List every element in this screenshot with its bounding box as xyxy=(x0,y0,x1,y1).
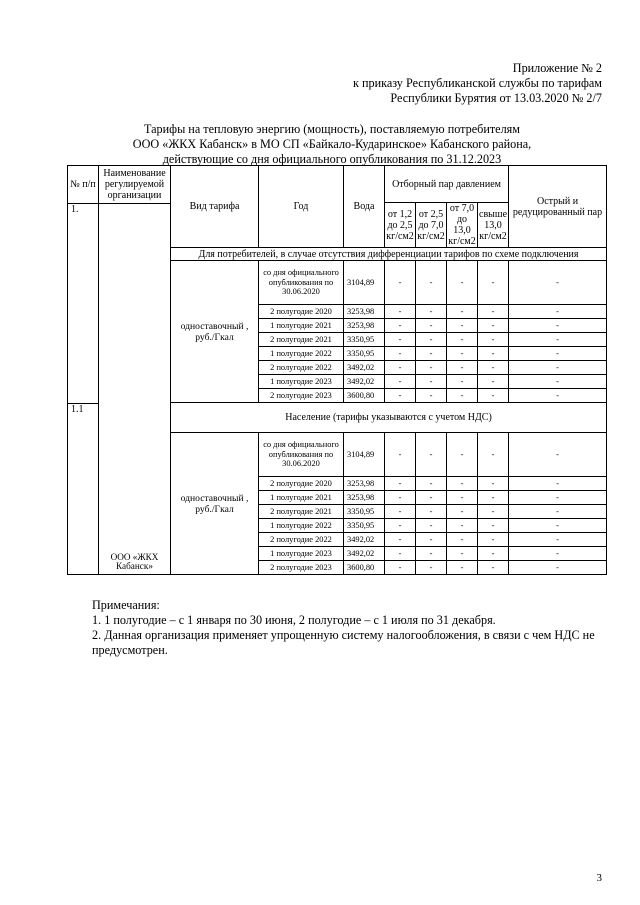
page-number: 3 xyxy=(596,872,602,884)
header-year: Год xyxy=(259,166,344,248)
dash-cell: - xyxy=(478,347,509,361)
period-cell: 1 полугодие 2023 xyxy=(259,547,344,561)
dash-cell: - xyxy=(447,505,478,519)
dash-cell: - xyxy=(478,505,509,519)
water-value: 3253,98 xyxy=(344,491,385,505)
dash-cell: - xyxy=(478,319,509,333)
note-item: 2. Данная организация применяет упрощенную систему налогообложения, в связи с чем НДС не предусмотрен. xyxy=(92,628,595,657)
dash-cell: - xyxy=(478,547,509,561)
dash-cell: - xyxy=(385,561,416,575)
dash-cell: - xyxy=(447,375,478,389)
header-steam-col: от 2,5 до 7,0 кг/см2 xyxy=(416,203,447,248)
dash-cell: - xyxy=(385,505,416,519)
dash-cell: - xyxy=(447,305,478,319)
tariff-table xyxy=(67,165,607,575)
header-sharp-steam: Острый и редуцированный пар xyxy=(509,166,607,248)
dash-cell: - xyxy=(447,547,478,561)
dash-cell: - xyxy=(385,519,416,533)
period-cell: 1 полугодие 2021 xyxy=(259,491,344,505)
dash-cell: - xyxy=(416,561,447,575)
header-tariff-type: Вид тарифа xyxy=(171,166,259,248)
dash-cell: - xyxy=(447,561,478,575)
notes-list xyxy=(62,613,612,658)
header-org: Наименование регулируемой организации xyxy=(99,166,171,204)
section-heading: Население (тарифы указываются с учетом НДС) xyxy=(171,403,607,433)
note-item: 1. 1 полугодие – с 1 января по 30 июня, 2 полугодие – с 1 июля по 31 декабря. xyxy=(92,613,496,627)
dash-cell: - xyxy=(447,433,478,477)
dash-cell: - xyxy=(509,319,607,333)
dash-cell: - xyxy=(447,261,478,305)
title-line: ООО «ЖКХ Кабанск» в МО СП «Байкало-Кударинское» Кабанского района, xyxy=(132,137,532,151)
dash-cell: - xyxy=(447,333,478,347)
dash-cell: - xyxy=(416,477,447,491)
dash-cell: - xyxy=(385,533,416,547)
dash-cell: - xyxy=(509,361,607,375)
dash-cell: - xyxy=(478,261,509,305)
dash-cell: - xyxy=(478,561,509,575)
dash-cell: - xyxy=(416,491,447,505)
dash-cell: - xyxy=(416,361,447,375)
dash-cell: - xyxy=(509,261,607,305)
dash-cell: - xyxy=(509,389,607,403)
water-value: 3253,98 xyxy=(344,319,385,333)
title-line: Тарифы на тепловую энергию (мощность), поставляемую потребителям xyxy=(144,122,520,136)
period-cell: 2 полугодие 2021 xyxy=(259,333,344,347)
dash-cell: - xyxy=(509,561,607,575)
dash-cell: - xyxy=(509,519,607,533)
header-steam-group: Отборный пар давлением xyxy=(385,166,509,203)
dash-cell: - xyxy=(416,375,447,389)
water-value: 3600,80 xyxy=(344,389,385,403)
period-cell: 2 полугодие 2020 xyxy=(259,305,344,319)
dash-cell: - xyxy=(447,361,478,375)
period-cell: 1 полугодие 2021 xyxy=(259,319,344,333)
appendix-header xyxy=(353,61,602,106)
dash-cell: - xyxy=(509,533,607,547)
dash-cell: - xyxy=(478,305,509,319)
dash-cell: - xyxy=(385,305,416,319)
water-value: 3492,02 xyxy=(344,375,385,389)
header-steam-col: свыше 13,0 кг/см2 xyxy=(478,203,509,248)
period-cell: со дня официального опубликования по 30.06.2020 xyxy=(259,433,344,477)
tariff-type-cell: одноставочный , руб./Гкал xyxy=(171,433,259,575)
period-cell: 2 полугодие 2023 xyxy=(259,561,344,575)
dash-cell: - xyxy=(509,491,607,505)
water-value: 3492,02 xyxy=(344,361,385,375)
dash-cell: - xyxy=(509,347,607,361)
dash-cell: - xyxy=(385,347,416,361)
dash-cell: - xyxy=(416,519,447,533)
water-value: 3350,95 xyxy=(344,347,385,361)
notes xyxy=(92,598,612,658)
dash-cell: - xyxy=(385,319,416,333)
dash-cell: - xyxy=(385,361,416,375)
appendix-line: Приложение № 2 xyxy=(512,61,602,75)
dash-cell: - xyxy=(509,477,607,491)
dash-cell: - xyxy=(447,389,478,403)
period-cell: со дня официального опубликования по 30.06.2020 xyxy=(259,261,344,305)
water-value: 3104,89 xyxy=(344,261,385,305)
section-heading: Для потребителей, в случае отсутствия дифференциации тарифов по схеме подключения xyxy=(171,248,607,261)
dash-cell: - xyxy=(447,533,478,547)
header-steam-col: от 1,2 до 2,5 кг/см2 xyxy=(385,203,416,248)
dash-cell: - xyxy=(416,305,447,319)
header-num: № п/п xyxy=(68,166,99,204)
period-cell: 2 полугодие 2022 xyxy=(259,533,344,547)
water-value: 3600,80 xyxy=(344,561,385,575)
water-value: 3350,95 xyxy=(344,505,385,519)
dash-cell: - xyxy=(447,491,478,505)
dash-cell: - xyxy=(478,375,509,389)
dash-cell: - xyxy=(447,319,478,333)
dash-cell: - xyxy=(385,333,416,347)
dash-cell: - xyxy=(447,347,478,361)
dash-cell: - xyxy=(385,433,416,477)
period-cell: 2 полугодие 2021 xyxy=(259,505,344,519)
dash-cell: - xyxy=(416,319,447,333)
dash-cell: - xyxy=(385,491,416,505)
dash-cell: - xyxy=(416,333,447,347)
dash-cell: - xyxy=(416,347,447,361)
dash-cell: - xyxy=(478,361,509,375)
row-number: 1. xyxy=(68,204,99,575)
row-divider xyxy=(67,403,98,404)
dash-cell: - xyxy=(416,261,447,305)
period-cell: 2 полугодие 2022 xyxy=(259,361,344,375)
dash-cell: - xyxy=(416,433,447,477)
period-cell: 2 полугодие 2023 xyxy=(259,389,344,403)
header-steam-col: от 7,0 до 13,0 кг/см2 xyxy=(448,203,476,247)
dash-cell: - xyxy=(385,547,416,561)
dash-cell: - xyxy=(416,505,447,519)
water-value: 3104,89 xyxy=(344,433,385,477)
dash-cell: - xyxy=(478,519,509,533)
dash-cell: - xyxy=(385,477,416,491)
dash-cell: - xyxy=(385,261,416,305)
row-number-sub: 1.1 xyxy=(68,403,98,415)
water-value: 3350,95 xyxy=(344,333,385,347)
period-cell: 2 полугодие 2020 xyxy=(259,477,344,491)
dash-cell: - xyxy=(509,547,607,561)
water-value: 3253,98 xyxy=(344,305,385,319)
dash-cell: - xyxy=(416,389,447,403)
water-value: 3492,02 xyxy=(344,547,385,561)
dash-cell: - xyxy=(385,389,416,403)
header-water: Вода xyxy=(344,166,385,248)
notes-heading: Примечания: xyxy=(92,598,160,612)
dash-cell: - xyxy=(478,433,509,477)
tariff-type-cell: одноставочный , руб./Гкал xyxy=(171,261,259,403)
dash-cell: - xyxy=(509,433,607,477)
appendix-line: к приказу Республиканской службы по тарифам xyxy=(353,76,602,90)
water-value: 3492,02 xyxy=(344,533,385,547)
document-title xyxy=(52,122,612,167)
dash-cell: - xyxy=(416,533,447,547)
dash-cell: - xyxy=(509,375,607,389)
period-cell: 1 полугодие 2023 xyxy=(259,375,344,389)
org-name: ООО «ЖКХ Кабанск» xyxy=(99,204,171,575)
appendix-line: Республики Бурятия от 13.03.2020 № 2/7 xyxy=(390,91,602,105)
water-value: 3350,95 xyxy=(344,519,385,533)
dash-cell: - xyxy=(416,547,447,561)
dash-cell: - xyxy=(509,505,607,519)
dash-cell: - xyxy=(447,519,478,533)
dash-cell: - xyxy=(478,389,509,403)
water-value: 3253,98 xyxy=(344,477,385,491)
dash-cell: - xyxy=(385,375,416,389)
dash-cell: - xyxy=(478,491,509,505)
dash-cell: - xyxy=(478,477,509,491)
dash-cell: - xyxy=(447,477,478,491)
period-cell: 1 полугодие 2022 xyxy=(259,519,344,533)
period-cell: 1 полугодие 2022 xyxy=(259,347,344,361)
dash-cell: - xyxy=(478,333,509,347)
dash-cell: - xyxy=(509,333,607,347)
title-line: действующие со дня официального опубликования по 31.12.2023 xyxy=(162,152,502,166)
dash-cell: - xyxy=(478,533,509,547)
dash-cell: - xyxy=(509,305,607,319)
